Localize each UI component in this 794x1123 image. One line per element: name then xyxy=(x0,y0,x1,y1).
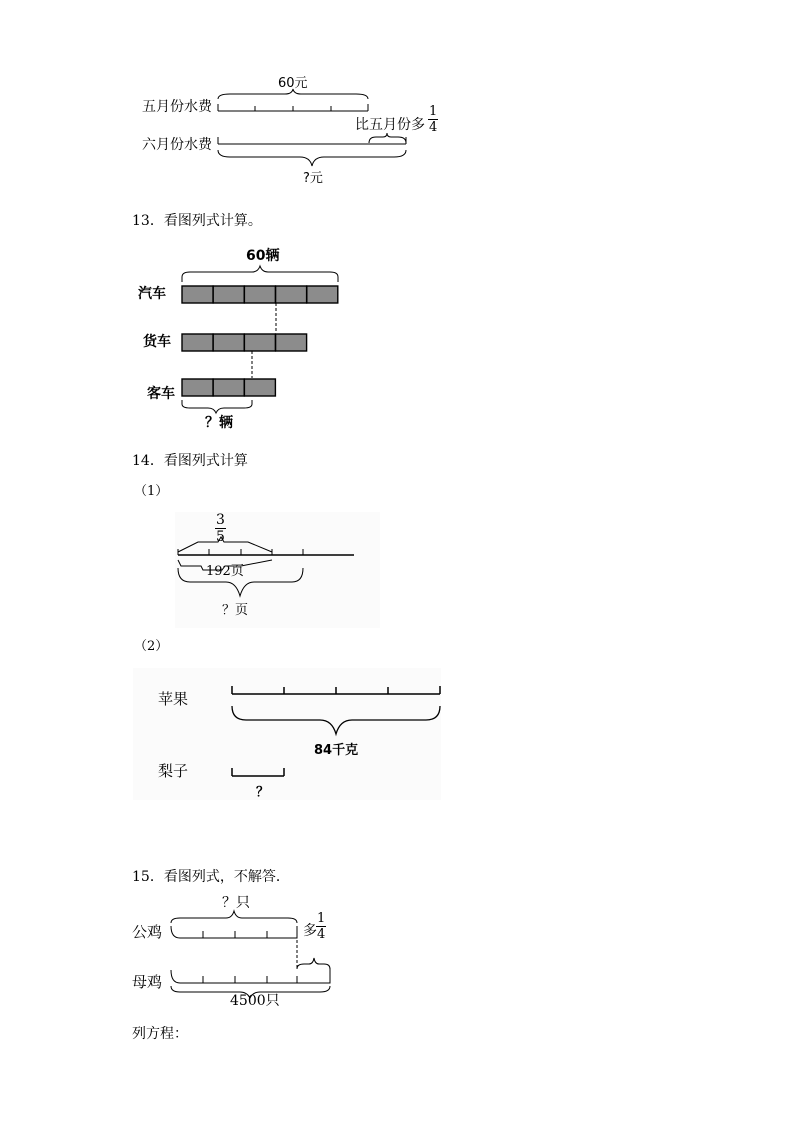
more-than-may-label: 比五月份多 xyxy=(355,117,425,133)
may-fee-label: 五月份水费 xyxy=(142,99,212,115)
trucks-row-label: 货车 xyxy=(143,334,171,350)
hens-total-label: 4500只 xyxy=(230,993,280,1009)
more-label: 多 xyxy=(303,923,317,939)
part-2-label: （2） xyxy=(134,639,169,654)
hens-row-label: 母鸡 xyxy=(132,973,163,991)
three-fifths-fraction: $\frac{3}{5}$ xyxy=(216,512,225,545)
hens-total-brace xyxy=(171,986,330,998)
equation-label: 列方程： xyxy=(132,1026,188,1042)
pears-row-label: 梨子 xyxy=(158,762,189,780)
june-fee-unknown-label: ?元 xyxy=(303,171,323,186)
apples-row-label: 苹果 xyxy=(158,690,189,708)
cars-row-label: 汽车 xyxy=(138,286,166,302)
one-quarter-fraction-q15: $\frac{1}{4}$ xyxy=(317,911,326,942)
pages-unknown-label: ？页 xyxy=(222,603,249,618)
apples-total-label: 84千克 xyxy=(314,743,359,758)
water-fee-total-label: 60元 xyxy=(278,76,308,91)
roosters-row-label: 公鸡 xyxy=(132,923,163,941)
question-14-title: 14．看图列式计算 xyxy=(132,453,248,469)
pages-192-label: 192页 xyxy=(206,564,244,579)
june-fee-label: 六月份水费 xyxy=(142,137,212,153)
roosters-brace xyxy=(171,911,297,923)
roosters-unknown-label: ？只 xyxy=(222,895,250,911)
extra-quarter-brace xyxy=(297,958,330,969)
one-quarter-fraction: $\frac{1}{4}$ xyxy=(429,104,438,135)
buses-row-label: 客车 xyxy=(147,386,175,402)
question-13-title: 13．看图列式计算。 xyxy=(132,213,262,229)
question-15-title: 15．看图列式，不解答． xyxy=(132,869,290,885)
pears-unknown-label: ？ xyxy=(256,785,270,800)
hens-segment xyxy=(171,968,330,983)
cars-total-label: 60辆 xyxy=(246,248,280,264)
buses-unknown-label: ？辆 xyxy=(205,415,233,431)
roosters-segment xyxy=(171,926,297,938)
part-1-label: （1） xyxy=(134,484,169,499)
